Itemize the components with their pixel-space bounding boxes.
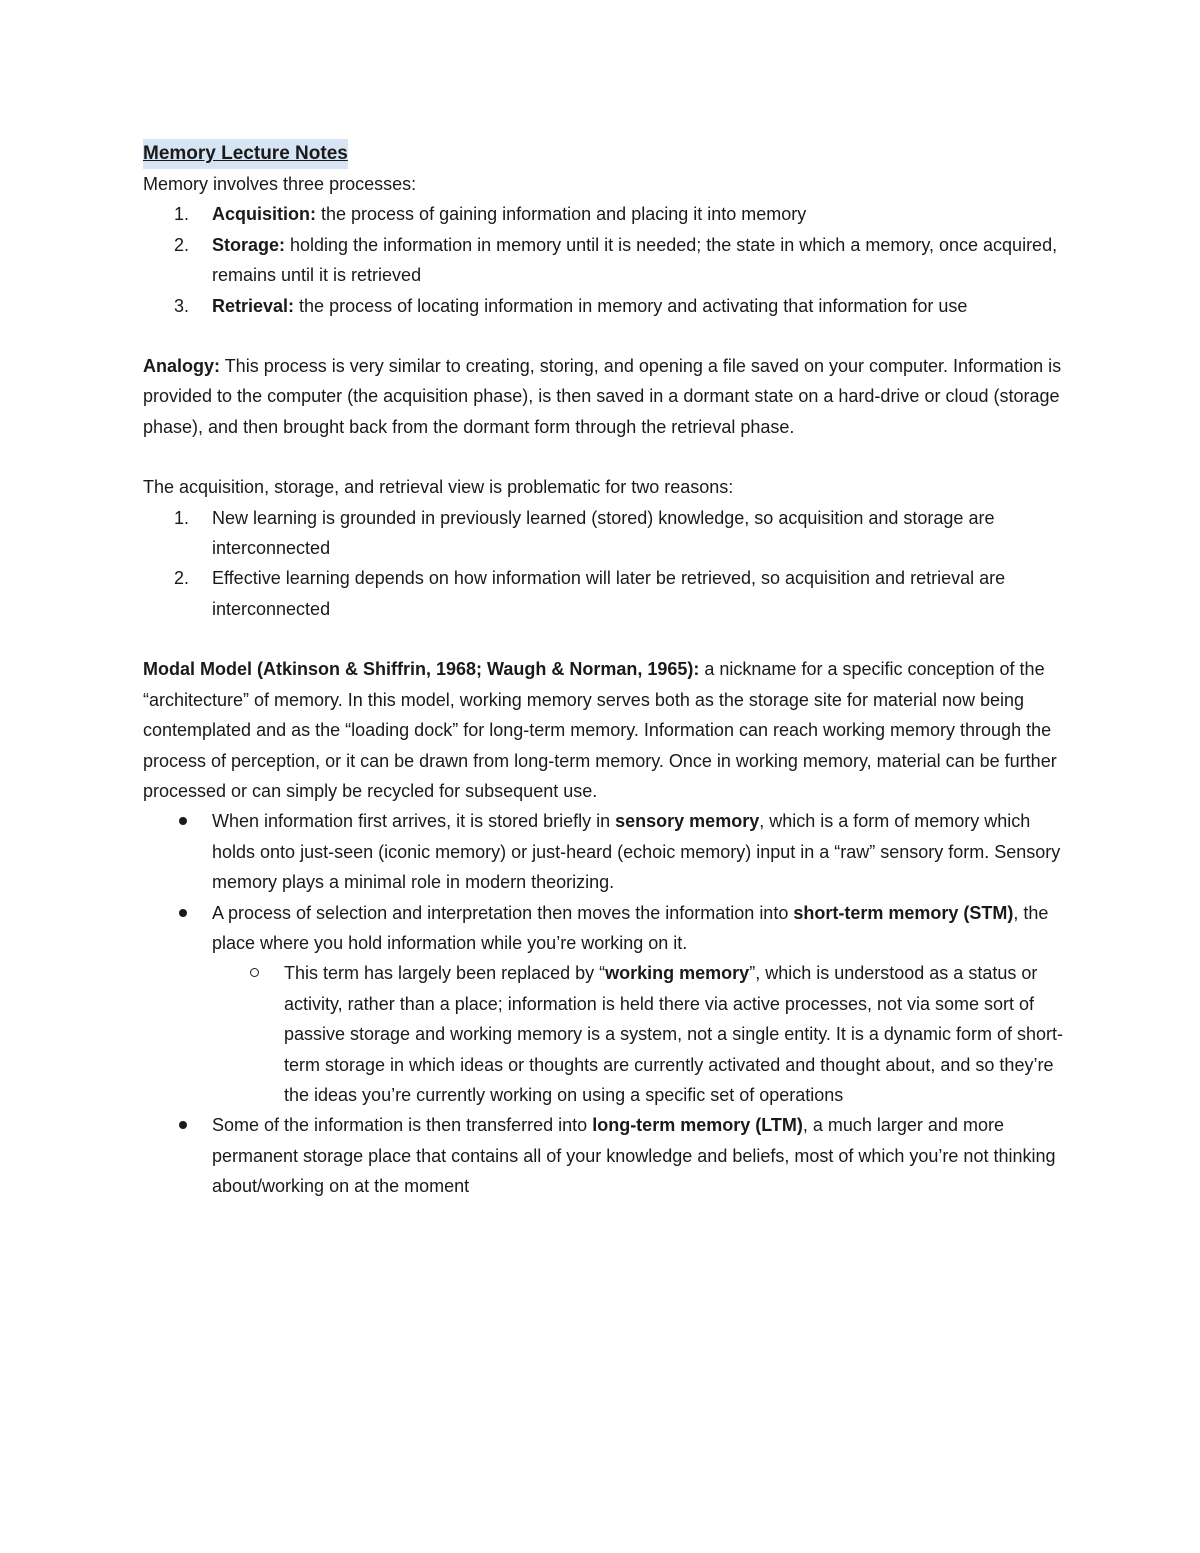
bullet-term: short-term memory (STM) <box>793 902 1014 923</box>
bullet-icon <box>179 909 187 917</box>
list-item <box>143 503 1073 564</box>
process-text: holding the information in memory until it is needed; the state in which a memory, once acquired, remains until it is retrieved <box>212 234 1058 286</box>
process-term: Storage: <box>212 234 286 255</box>
intro-text: Memory involves three processes: <box>143 174 417 194</box>
reason-text: New learning is grounded in previously learned (stored) knowledge, so acquisition and storage are interconnected <box>212 507 995 559</box>
process-term: Acquisition: <box>212 204 316 225</box>
bullet-text: , the place where you hold information while you’re working on it. <box>212 902 1049 953</box>
bullet-icon <box>179 1121 187 1129</box>
bullet-text: Some of the information is then transferred into <box>212 1115 593 1136</box>
process-list <box>143 199 1073 321</box>
bullet-text: ”, which is understood as a status or activity, rather than a place; information is held there via active processes, not via some sort of passive storage and working memory is a system, not a single entity. It is a dynamic form of short-term storage in which ideas or thoughts are currently activated and thought about, and so they’re the ideas you’re currently working on using a specific set of operations <box>284 963 1063 1105</box>
list-item <box>143 199 1073 229</box>
analogy-term: Analogy: <box>143 356 221 377</box>
list-number: 2. <box>174 568 190 589</box>
bullet-icon <box>179 817 187 825</box>
bullet-term: working memory <box>605 963 750 984</box>
modal-model-term: Modal Model (Atkinson & Shiffrin, 1968; Waugh & Norman, 1965): <box>143 659 700 680</box>
bullet-text: , which is a form of memory which holds onto just-seen (iconic memory) or just-heard (echoic memory) input in a “raw” sensory form. Sensory memory plays a minimal role in modern theorizing. <box>212 811 1061 893</box>
list-item <box>143 291 1073 321</box>
list-number: 2. <box>174 234 190 255</box>
list-item <box>143 230 1073 291</box>
list-item <box>143 1110 1073 1201</box>
list-item <box>143 898 1073 959</box>
list-item <box>143 563 1073 624</box>
process-text: the process of gaining information and placing it into memory <box>316 204 807 225</box>
list-number: 1. <box>174 507 190 528</box>
bullet-term: long-term memory (LTM) <box>592 1115 803 1136</box>
analogy-text: This process is very similar to creating, storing, and opening a file saved on your computer. Information is provided to the computer (the acquisition phase), is then saved in a dormant state on a hard-drive or cloud (storage phase), and then brought back from the dormant form through the retrieval phase. <box>143 356 1062 437</box>
modal-model-text: a nickname for a specific conception of the “architecture” of memory. In this model, working memory serves both as the storage site for material now being contemplated and as the “loading dock” for long-term memory. Information can reach working memory through the process of perception, or it can be drawn from long-term memory. Once in working memory, material can be further processed or can simply be recycled for subsequent use. <box>143 659 1057 801</box>
process-text: the process of locating information in memory and activating that information for use <box>294 295 968 316</box>
bullet-text: , a much larger and more permanent storage place that contains all of your knowledge and beliefs, most of which you’re not thinking about/working on at the moment <box>212 1115 1056 1197</box>
hollow-bullet-icon <box>250 968 259 977</box>
list-number: 3. <box>174 295 190 316</box>
spacer <box>143 442 1073 472</box>
bullet-term: sensory memory <box>615 811 760 832</box>
document-page <box>143 138 1073 1202</box>
bullet-text: When information first arrives, it is stored briefly in <box>212 811 616 832</box>
sub-list-item <box>143 958 1073 1110</box>
analogy-paragraph <box>143 351 1073 442</box>
reason-text: Effective learning depends on how information will later be retrieved, so acquisition and retrieval are interconnected <box>212 568 1006 619</box>
problem-intro: The acquisition, storage, and retrieval view is problematic for two reasons: <box>143 477 734 498</box>
list-number: 1. <box>174 204 190 225</box>
spacer <box>143 624 1073 654</box>
page-title: Memory Lecture Notes <box>143 139 348 169</box>
list-item <box>143 806 1073 897</box>
spacer <box>143 321 1073 351</box>
process-term: Retrieval: <box>212 295 295 316</box>
memory-stages-list <box>143 806 1073 1201</box>
modal-model-paragraph <box>143 654 1073 806</box>
bullet-text: This term has largely been replaced by “ <box>284 963 606 984</box>
reasons-list <box>143 503 1073 625</box>
bullet-text: A process of selection and interpretation then moves the information into <box>212 902 794 923</box>
